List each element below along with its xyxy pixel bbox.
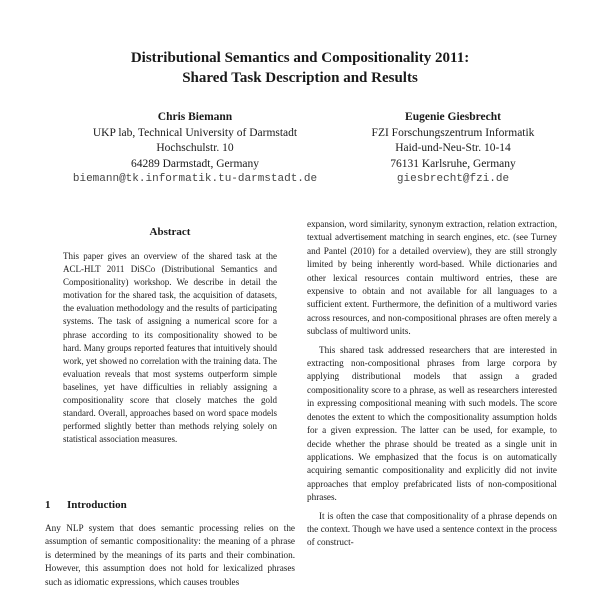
author-street: Haid-und-Neu-Str. 10-14 bbox=[395, 142, 511, 154]
author-city: 64289 Darmstadt, Germany bbox=[130, 157, 260, 170]
abstract-text: This paper gives an overview of the shared task at the ACL-HLT 2011 DiSCo (Distributional Semantics and Compositionality) workshop. We describe in detail the motivation for the shared task, the acquisition of datasets, the evaluation methodology and the results of participating systems. The task of assigning a numerical score for a phrase according to its compositionality showed to be hard. Many groups reported features that intuitively should work, yet showed no correlation with the training data. The evaluation reveals that most systems outperform simple baselines, yet have difficulties in reliably assigning a compositionality score that closely matches the gold standard. Overall, approaches based on word space models performed slightly better than methods relying solely on statistical association measures. bbox=[63, 251, 277, 445]
author-email: giesbrecht@fzi.de bbox=[396, 173, 510, 185]
author-name: Eugenie Giesbrecht bbox=[405, 111, 501, 123]
author-street: Hochschulstr. 10 bbox=[156, 142, 234, 154]
body-paragraph: It is often the case that compositionality of a phrase depends on the context. Though we have used a sentence context in the process of construct- bbox=[307, 510, 557, 548]
author-city: 76131 Karlsruhe, Germany bbox=[390, 157, 516, 170]
intro-paragraph: Any NLP system that does semantic processing relies on the assumption of semantic compositionality: the meaning of a phrase is determined by the meanings of its parts and their combination. However, this assumption does not hold for lexicalized phrases such as idiomatic expressions, which causes troubles bbox=[45, 523, 295, 587]
author-2 bbox=[338, 110, 568, 188]
author-1 bbox=[60, 110, 330, 188]
title-line-2: Shared Task Description and Results bbox=[182, 70, 418, 86]
left-column-body bbox=[45, 522, 295, 589]
section-number: 1 bbox=[45, 499, 51, 511]
title-line-1: Distributional Semantics and Compositionality 2011: bbox=[130, 50, 470, 66]
abstract-heading: Abstract bbox=[149, 226, 191, 238]
right-column-body bbox=[307, 218, 557, 550]
section-title: Introduction bbox=[67, 499, 127, 511]
body-paragraph: This shared task addressed researchers that are interested in extracting non-compositional phrases from large corpora by applying distributional models that assign a graded compositionality score to a phrase, as well as researchers interested in expressing compositional meaning with such models. The score denotes the extent to which the compositionality assumption holds for a given expression. The latter can be used, for example, to decide whether the phrase should be treated as a single unit in applications. We emphasized that the focus is on automatically acquiring semantic compositionality and explicitly did not invite approaches that employ prefabricated lists of non-compositional phrases. bbox=[307, 344, 557, 503]
paper-title bbox=[0, 48, 600, 88]
author-affiliation: FZI Forschungszentrum Informatik bbox=[371, 126, 535, 139]
author-name: Chris Biemann bbox=[157, 111, 233, 123]
author-email: biemann@tk.informatik.tu-darmstadt.de bbox=[72, 173, 318, 185]
author-affiliation: UKP lab, Technical University of Darmstadt bbox=[92, 126, 298, 139]
body-paragraph: expansion, word similarity, synonym extraction, relation extraction, textual advertisement matching in search engines, etc. (see Turney and Pantel (2010) for a detailed overview), they are still strongly limited by being inherently word-based. While dictionaries and other lexical resources contain multiword entries, these are expensive to obtain and not available for all languages to a sufficient extent. Furthermore, the definition of a multiword varies across resources, and non-compositional phrases are often merely a subclass of multiword units. bbox=[307, 219, 557, 337]
section-heading bbox=[45, 499, 127, 511]
